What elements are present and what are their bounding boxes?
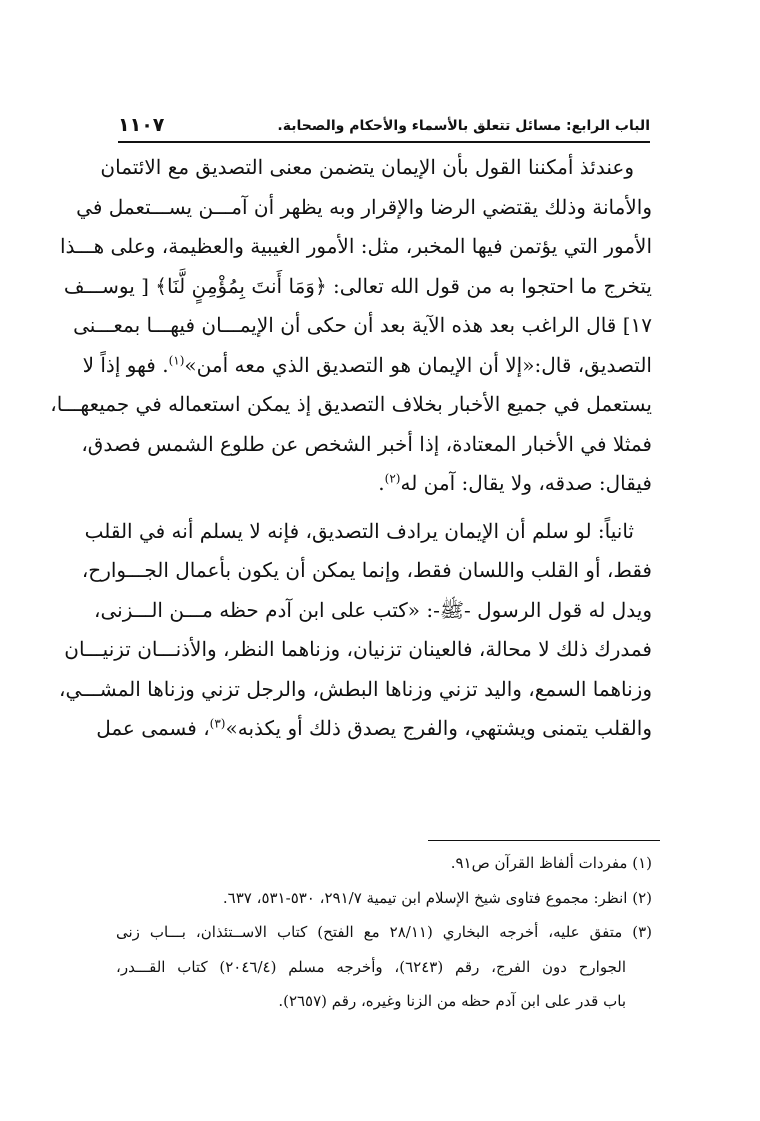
text-line: ١٧] قال الراغب بعد هذه الآية بعد أن حكى أن الإيمـــان فيهـــا بمعـــنى: [73, 313, 652, 337]
footnotes: [116, 846, 652, 1019]
text-segment: فيقال: صدقه، ولا يقال: آمن له: [400, 471, 652, 495]
text-line: ثانياً: لو سلم أن الإيمان يرادف التصديق، فإنه لا يسلم أنه في القلب: [84, 518, 634, 543]
text-line: فمدرك ذلك لا محالة، فالعينان تزنيان، وزناهما النظر، والأذنـــان تزنيـــان: [64, 637, 652, 661]
text-segment: التصديق، قال:«إلا أن الإيمان هو التصديق الذي معه أمن»: [184, 352, 652, 377]
page-number: ١١٠٧: [118, 114, 165, 136]
text-line: [116, 464, 652, 504]
text-line: ويدل له قول الرسول -ﷺ-: «كتب على ابن آدم حظه مـــن الـــزنى،: [94, 597, 652, 622]
text-line: وزناهما السمع، واليد تزني وزناها البطش، والرجل تزني وزناها المشـــي،: [59, 676, 652, 701]
text-line: يستعمل في جميع الأخبار بخلاف التصديق إذ يمكن استعماله في جميعهـــا،: [50, 392, 652, 416]
text-line: يتخرج ما احتجوا به من قول الله تعالى: ﴿وَمَا أَنتَ بِمُؤْمِنٍ لَّنَا﴾ [ يوســـف: [63, 273, 652, 298]
footnote-divider: [428, 840, 660, 841]
footnote-continuation: الجوارح دون الفرج، رقم (٦٢٤٣)، وأخرجه مسلم (٢٠٤٦/٤) كتاب القـــدر،: [116, 957, 626, 976]
text-line: وعندئذ أمكننا القول بأن الإيمان يتضمن معنى التصديق مع الائتمان: [100, 155, 634, 179]
text-line: الأمور التي يؤتمن فيها المخبر، مثل: الأمور الغيبية والعظيمة، وعلى هـــذا: [59, 234, 652, 258]
text-segment: . فهو إذاً لا: [82, 352, 169, 377]
footnote: (٢) انظر: مجموع فتاوى شيخ الإسلام ابن تيمية ٢٩١/٧، ٥٣٠-٥٣١، ٦٣٧.: [222, 888, 652, 907]
text-segment: والقلب يتمنى ويشتهي، والفرج يصدق ذلك أو يكذبه»: [225, 716, 652, 740]
footnote-ref: (٢): [384, 471, 401, 486]
main-text: [50, 148, 652, 749]
footnote: (٣) متفق عليه، أخرجه البخاري (٢٨/١١ مع الفتح) كتاب الاســتئذان، بـــاب زنى: [116, 923, 653, 941]
footnote: (١) مفردات ألفاظ القرآن ص٩١.: [450, 854, 652, 872]
text-line: فقط، أو القلب واللسان فقط، وإنما يمكن أن يكون بأعمال الجـــوارح،: [81, 558, 652, 582]
chapter-title: الباب الرابع: مسائل تتعلق بالأسماء والأحكام والصحابة.: [277, 118, 650, 134]
text-line: والأمانة وذلك يقتضي الرضا والإقرار وبه يظهر أن آمـــن يســـتعمل في: [76, 194, 652, 219]
text-line: فمثلا في الأخبار المعتادة، إذا أخبر الشخص عن طلوع الشمس فصدق،: [81, 431, 652, 456]
text-line: [96, 709, 652, 749]
footnote-continuation: باب قدر على ابن آدم حظه من الزنا وغيره، رقم (٢٦٥٧).: [278, 992, 626, 1010]
running-header: [118, 116, 650, 140]
text-line: [82, 346, 652, 386]
footnote-ref: (١): [168, 352, 185, 367]
text-segment: ، فسمى عمل: [96, 716, 210, 740]
text-segment: .: [378, 471, 385, 495]
header-divider: [118, 141, 650, 143]
footnote-ref: (٣): [209, 716, 226, 731]
